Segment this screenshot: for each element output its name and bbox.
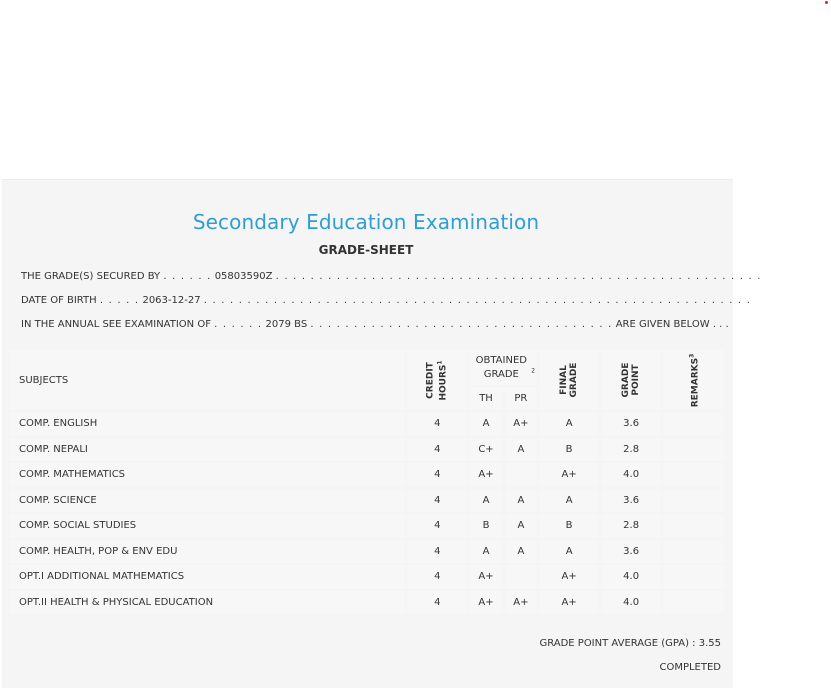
pr-grade-cell: A: [505, 540, 537, 564]
credit-cell: 4: [407, 489, 467, 513]
remarks-header: REMARKS$^3$: [663, 350, 724, 410]
secured-by-line: THE GRADE(S) SECURED BY . . . . . . 05803590Z . . . . . . . . . . . . . . . . . . . . . . . . . . . . . . . . . . . . . . . . . . . . . . . . . . . . . . . .: [21, 271, 762, 282]
remarks-cell: [663, 591, 724, 615]
final-grade-cell: A: [539, 412, 599, 436]
subject-cell: OPT.I ADDITIONAL MATHEMATICS: [10, 565, 405, 589]
subject-cell: OPT.II HEALTH & PHYSICAL EDUCATION: [10, 591, 405, 615]
pr-grade-cell: A+: [505, 591, 537, 615]
grade-point-cell: 4.0: [601, 591, 661, 615]
grade-point-header: GRADE POINT: [601, 350, 661, 410]
secured-by-label: THE GRADE(S) SECURED BY: [21, 271, 161, 282]
credit-cell: 4: [407, 591, 467, 615]
grade-point-cell: 3.6: [601, 489, 661, 513]
table-row: [10, 540, 724, 564]
pr-grade-cell: A+: [505, 412, 537, 436]
remarks-cell: [663, 438, 724, 462]
dob-value: 2063-12-27: [142, 295, 201, 306]
corner-marker-dot: [825, 1, 828, 4]
table-row: [10, 463, 724, 487]
exam-line: IN THE ANNUAL SEE EXAMINATION OF . . . . . . 2079 BS . . . . . . . . . . . . . . . . . . . . . . . . . . . . . . . . . . . ARE GIVEN BELOW . . .: [21, 319, 729, 330]
table-header-row: [10, 350, 724, 385]
subject-cell: COMP. SCIENCE: [10, 489, 405, 513]
final-grade-cell: A: [539, 540, 599, 564]
credit-cell: 4: [407, 412, 467, 436]
th-grade-cell: A+: [469, 565, 502, 589]
grade-point-cell: 3.6: [601, 412, 661, 436]
remarks-cell: [663, 463, 724, 487]
subject-cell: COMP. SOCIAL STUDIES: [10, 514, 405, 538]
subjects-header: SUBJECTS: [10, 350, 405, 410]
pr-grade-cell: A: [505, 438, 537, 462]
credit-cell: 4: [407, 438, 467, 462]
final-grade-cell: A+: [539, 463, 599, 487]
pr-header: PR: [505, 387, 537, 410]
credit-cell: 4: [407, 565, 467, 589]
table-row: [10, 565, 724, 589]
remarks-cell: [663, 489, 724, 513]
exam-label: IN THE ANNUAL SEE EXAMINATION OF: [21, 319, 211, 330]
exam-title: Secondary Education Examination: [192, 210, 540, 234]
subject-cell: COMP. NEPALI: [10, 438, 405, 462]
remarks-cell: [663, 514, 724, 538]
final-grade-cell: A+: [539, 565, 599, 589]
th-grade-cell: C+: [469, 438, 502, 462]
grades-table: [8, 348, 726, 616]
final-grade-cell: A: [539, 489, 599, 513]
gpa-line: [539, 638, 721, 649]
dob-line: DATE OF BIRTH . . . . . 2063-12-27 . . . . . . . . . . . . . . . . . . . . . . . . . . . . . . . . . . . . . . . . . . . . . . . . . . . . . . . . . . . . . . .: [21, 295, 752, 306]
grade-point-cell: 2.8: [601, 438, 661, 462]
status-text: COMPLETED: [659, 662, 721, 673]
grade-point-cell: 4.0: [601, 565, 661, 589]
pr-grade-cell: [505, 565, 537, 589]
obtained-grade-header: OBTAINED GRADE $^2$: [469, 350, 537, 385]
gpa-label: GRADE POINT AVERAGE (GPA) :: [539, 638, 696, 649]
th-grade-cell: A: [469, 489, 502, 513]
th-grade-cell: A+: [469, 463, 502, 487]
th-grade-cell: A: [469, 412, 502, 436]
subject-cell: COMP. HEALTH, POP & ENV EDU: [10, 540, 405, 564]
remarks-cell: [663, 412, 724, 436]
table-row: [10, 412, 724, 436]
dob-label: DATE OF BIRTH: [21, 295, 97, 306]
pr-grade-cell: A: [505, 514, 537, 538]
remarks-cell: [663, 540, 724, 564]
credit-cell: 4: [407, 540, 467, 564]
remarks-cell: [663, 565, 724, 589]
pr-grade-cell: [505, 463, 537, 487]
th-grade-cell: A+: [469, 591, 502, 615]
credit-cell: 4: [407, 514, 467, 538]
grade-sheet: [2, 179, 762, 688]
final-grade-header: FINAL GRADE: [539, 350, 599, 410]
final-grade-cell: B: [539, 514, 599, 538]
grade-point-cell: 4.0: [601, 463, 661, 487]
th-grade-cell: A: [469, 540, 502, 564]
grade-point-cell: 2.8: [601, 514, 661, 538]
table-row: [10, 591, 724, 615]
th-header: TH: [469, 387, 502, 410]
exam-value: 2079 BS: [265, 319, 308, 330]
table-row: [10, 514, 724, 538]
grade-point-cell: 3.6: [601, 540, 661, 564]
grade-sheet-subtitle: GRADE-SHEET: [318, 243, 414, 257]
credit-cell: 4: [407, 463, 467, 487]
exam-suffix: ARE GIVEN BELOW . . .: [615, 319, 729, 330]
th-grade-cell: B: [469, 514, 502, 538]
credit-hours-header: CREDIT HOURS$^1$: [407, 350, 467, 410]
table-row: [10, 489, 724, 513]
subject-cell: COMP. ENGLISH: [10, 412, 405, 436]
pr-grade-cell: A: [505, 489, 537, 513]
secured-by-value: 05803590Z: [214, 271, 273, 282]
gpa-value: 3.55: [698, 638, 721, 649]
final-grade-cell: A+: [539, 591, 599, 615]
table-row: [10, 438, 724, 462]
final-grade-cell: B: [539, 438, 599, 462]
subject-cell: COMP. MATHEMATICS: [10, 463, 405, 487]
